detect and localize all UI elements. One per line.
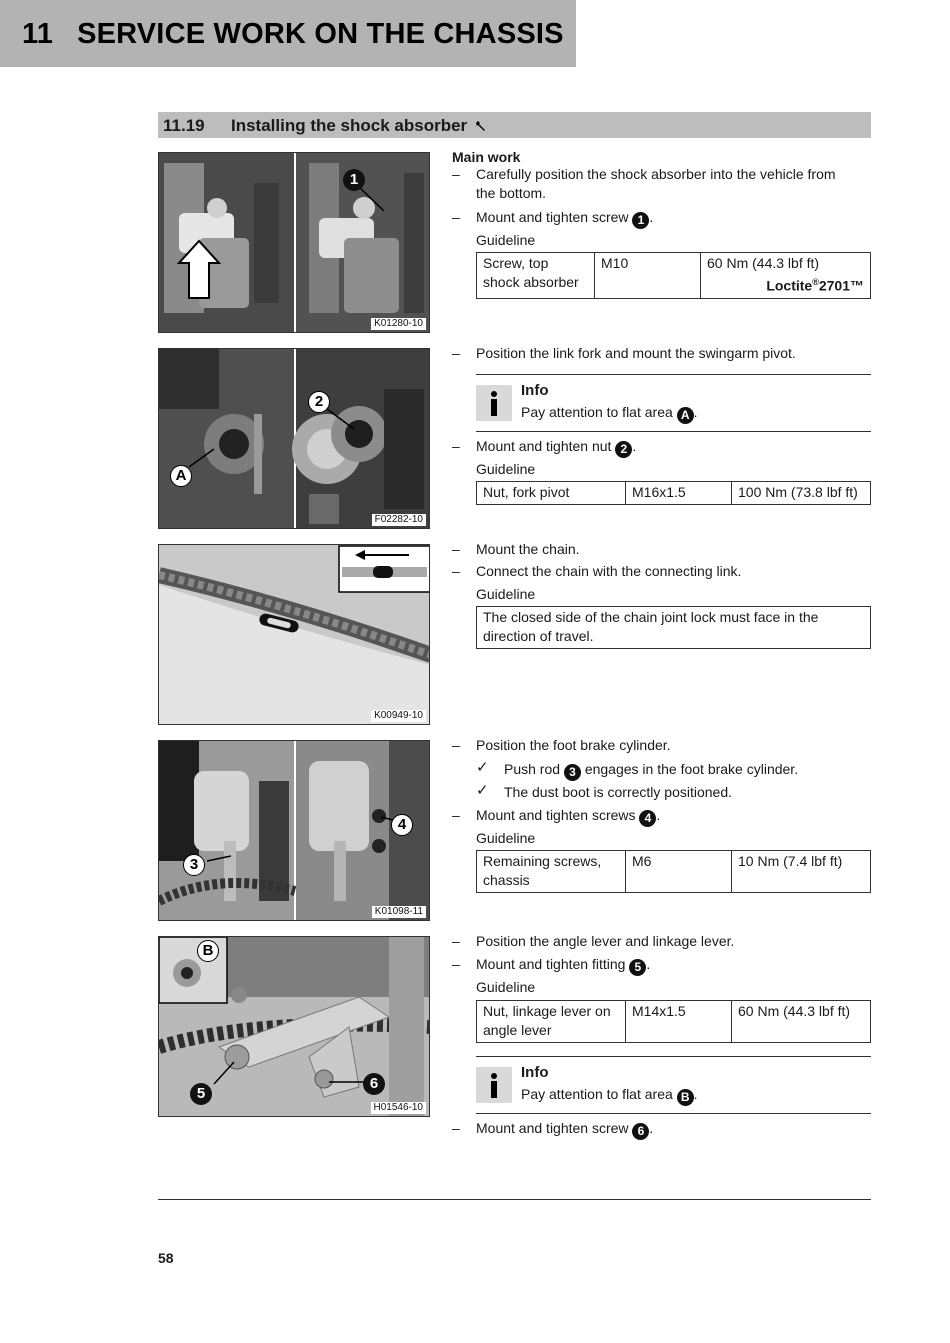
guideline-table bbox=[476, 252, 871, 299]
loctite-text: Loctite bbox=[766, 277, 813, 294]
table-cell: M16x1.5 bbox=[626, 482, 732, 505]
bullet-dash: – bbox=[452, 737, 460, 753]
info-title: Info bbox=[521, 382, 549, 399]
step-text-line: the bottom. bbox=[476, 185, 547, 201]
bullet-dash: – bbox=[452, 209, 460, 225]
bullet-dash: – bbox=[452, 563, 460, 579]
cell-line: Remaining screws, bbox=[483, 853, 602, 869]
step-text bbox=[476, 165, 871, 203]
marker-1: 1 bbox=[343, 169, 365, 191]
section-number: 11.19 bbox=[163, 116, 205, 135]
step-text: Mount and tighten screw 1 . bbox=[476, 209, 654, 227]
check-text-line: engages in the foot brake cylinder. bbox=[584, 761, 799, 777]
cell-line: 60 Nm (44.3 lbf ft) bbox=[707, 255, 820, 271]
section-title bbox=[163, 116, 487, 136]
table-cell: M14x1.5 bbox=[626, 1001, 732, 1043]
photo-4-illustration bbox=[159, 741, 430, 921]
chapter-title bbox=[22, 18, 564, 51]
guideline-table bbox=[476, 606, 871, 649]
marker-2-inline: 2 bbox=[615, 441, 632, 458]
bullet-dash: – bbox=[452, 933, 460, 949]
check-text: The dust boot is correctly positioned. bbox=[504, 784, 733, 800]
guideline-label: Guideline bbox=[476, 232, 536, 248]
marker-3-inline: 3 bbox=[564, 764, 581, 781]
info-text-line: Pay attention to flat area bbox=[521, 404, 673, 420]
cell-line: chassis bbox=[483, 872, 530, 888]
check-icon: ✓ bbox=[476, 759, 489, 776]
guideline-label: Guideline bbox=[476, 830, 536, 846]
check-text bbox=[504, 760, 871, 781]
info-text: Pay attention to flat area A . bbox=[521, 404, 698, 422]
section-header bbox=[158, 112, 871, 138]
guideline-label: Guideline bbox=[476, 461, 536, 477]
info-icon bbox=[476, 1067, 512, 1103]
step-text: Mount the chain. bbox=[476, 541, 580, 557]
photo-ref: F02282-10 bbox=[372, 514, 426, 526]
cell-line: The closed side of the chain joint lock must face in the bbox=[483, 609, 819, 625]
cell-line: Screw, top bbox=[483, 255, 549, 271]
bullet-dash: – bbox=[452, 807, 460, 823]
step-text: Position the angle lever and linkage lever. bbox=[476, 933, 735, 949]
marker-5-inline: 5 bbox=[629, 959, 646, 976]
chapter-number: 11 bbox=[22, 18, 54, 50]
photo-ref: K01098-11 bbox=[372, 906, 426, 918]
guideline-table bbox=[476, 1000, 871, 1043]
check-icon: ✓ bbox=[476, 782, 489, 799]
marker-B-inline: B bbox=[677, 1089, 694, 1106]
marker-5: 5 bbox=[190, 1083, 212, 1105]
step-text-line: Carefully position the shock absorber into the vehicle from bbox=[476, 166, 836, 182]
marker-2: 2 bbox=[308, 391, 330, 413]
photo-shock-absorber-top bbox=[158, 152, 430, 333]
table-cell bbox=[477, 607, 871, 649]
table-cell bbox=[477, 253, 595, 299]
bullet-dash: – bbox=[452, 345, 460, 361]
photo-chain bbox=[158, 544, 430, 725]
photo-1-illustration bbox=[159, 153, 430, 333]
check-text-line: Push rod bbox=[504, 761, 561, 777]
table-cell: Nut, fork pivot bbox=[477, 482, 626, 505]
bullet-dash: – bbox=[452, 166, 460, 182]
chapter-tab bbox=[0, 0, 576, 67]
step-text: Position the foot brake cylinder. bbox=[476, 737, 671, 753]
wrench-icon bbox=[475, 120, 487, 132]
photo-foot-brake-cylinder bbox=[158, 740, 430, 921]
guideline-table bbox=[476, 481, 871, 505]
marker-4-inline: 4 bbox=[639, 810, 656, 827]
photo-ref: K01280-10 bbox=[371, 318, 426, 330]
info-text-line: Pay attention to flat area bbox=[521, 1086, 673, 1102]
bullet-dash: – bbox=[452, 1120, 460, 1136]
photo-2-illustration bbox=[159, 349, 430, 529]
marker-1-inline: 1 bbox=[632, 212, 649, 229]
table-cell bbox=[477, 1001, 626, 1043]
guideline-label: Guideline bbox=[476, 979, 536, 995]
table-cell bbox=[477, 851, 626, 893]
step-text-line: Mount and tighten screw bbox=[476, 209, 629, 225]
cell-line: direction of travel. bbox=[483, 628, 594, 644]
bullet-dash: – bbox=[452, 541, 460, 557]
photo-3-illustration bbox=[159, 545, 430, 725]
table-cell: 10 Nm (7.4 lbf ft) bbox=[732, 851, 871, 893]
page-number: 58 bbox=[158, 1250, 174, 1266]
info-title: Info bbox=[521, 1064, 549, 1081]
cell-line: angle lever bbox=[483, 1022, 552, 1038]
cell-line: shock absorber bbox=[483, 274, 579, 290]
marker-B: B bbox=[197, 940, 219, 962]
info-box bbox=[476, 374, 871, 432]
marker-3: 3 bbox=[183, 854, 205, 876]
info-box bbox=[476, 1056, 871, 1114]
footer-rule bbox=[158, 1199, 871, 1200]
marker-6: 6 bbox=[363, 1073, 385, 1095]
step-text: Connect the chain with the connecting link. bbox=[476, 563, 742, 579]
main-work-heading: Main work bbox=[452, 149, 521, 165]
section-title-text: Installing the shock absorber bbox=[231, 116, 468, 135]
marker-6-inline: 6 bbox=[632, 1123, 649, 1140]
step-text: Mount and tighten screw 6 . bbox=[476, 1120, 654, 1138]
table-cell: M6 bbox=[626, 851, 732, 893]
step-text: Position the link fork and mount the swingarm pivot. bbox=[476, 345, 796, 361]
table-cell: 100 Nm (73.8 lbf ft) bbox=[732, 482, 871, 505]
info-icon bbox=[476, 385, 512, 421]
table-cell: M10 bbox=[595, 253, 701, 299]
step-text-line: Mount and tighten nut bbox=[476, 438, 612, 454]
loctite-registered: ® bbox=[812, 277, 819, 287]
step-text-line: Mount and tighten fitting bbox=[476, 956, 626, 972]
info-text: Pay attention to flat area B . bbox=[521, 1086, 698, 1104]
photo-linkage-lever bbox=[158, 936, 430, 1117]
photo-swingarm-pivot bbox=[158, 348, 430, 529]
step-text-line: Mount and tighten screws bbox=[476, 807, 636, 823]
bullet-dash: – bbox=[452, 956, 460, 972]
step-text: Mount and tighten screws 4 . bbox=[476, 807, 661, 825]
marker-A: A bbox=[170, 465, 192, 487]
marker-A-inline: A bbox=[677, 407, 694, 424]
cell-line: Nut, linkage lever on bbox=[483, 1003, 611, 1019]
loctite-number: 2701™ bbox=[818, 277, 864, 294]
step-text: Mount and tighten fitting 5 . bbox=[476, 956, 651, 974]
photo-ref: H01546-10 bbox=[371, 1102, 426, 1114]
chapter-title-text: SERVICE WORK ON THE CHASSIS bbox=[77, 18, 564, 50]
table-cell bbox=[701, 253, 871, 299]
guideline-table bbox=[476, 850, 871, 893]
photo-ref: K00949-10 bbox=[371, 710, 426, 722]
marker-4: 4 bbox=[391, 814, 413, 836]
loctite-note bbox=[707, 273, 864, 296]
step-text-line: Mount and tighten screw bbox=[476, 1120, 629, 1136]
table-cell: 60 Nm (44.3 lbf ft) bbox=[732, 1001, 871, 1043]
guideline-label: Guideline bbox=[476, 586, 536, 602]
step-text: Mount and tighten nut 2 . bbox=[476, 438, 637, 456]
bullet-dash: – bbox=[452, 438, 460, 454]
